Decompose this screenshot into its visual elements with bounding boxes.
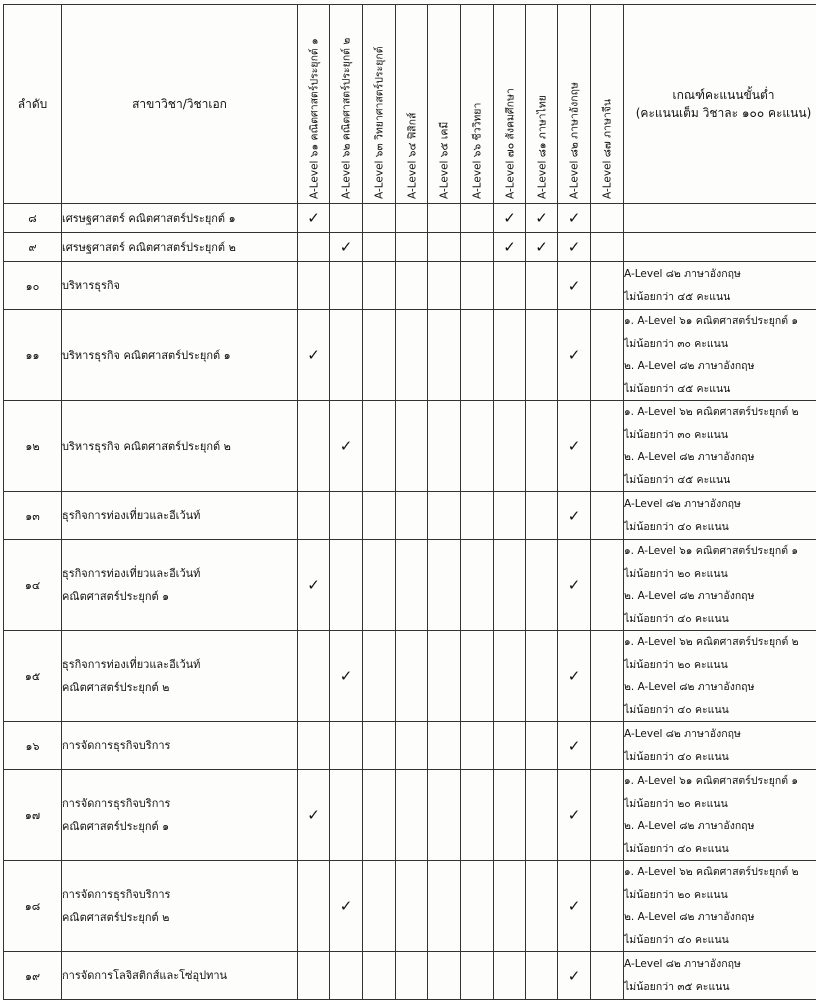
- header-subject-9: [558, 5, 591, 204]
- check-mark-icon: ✓: [503, 238, 516, 256]
- row-number: ๑๓: [4, 492, 62, 540]
- subject-cell: [591, 233, 624, 262]
- check-mark-icon: ✓: [339, 238, 353, 256]
- subject-cell: [363, 952, 396, 1000]
- subject-cell: [428, 722, 461, 770]
- table-row: [4, 861, 816, 952]
- check-mark-icon: ✓: [307, 346, 320, 364]
- subject-cell: [494, 722, 526, 770]
- subject-cell: [363, 770, 396, 861]
- table-row: [4, 262, 816, 310]
- subject-cell: [330, 204, 363, 233]
- table-row: [4, 310, 816, 401]
- header-subject-label: A-Level ๘๗ ภาษาจีน: [601, 98, 614, 199]
- subject-cell: [526, 262, 558, 310]
- major-name: [62, 233, 298, 262]
- major-name-line: คณิตศาสตร์ประยุกต์ ๒: [62, 911, 170, 924]
- subject-cell: [591, 631, 624, 722]
- criteria-line: ไม่น้อยกว่า ๒๐ คะแนน: [624, 888, 728, 901]
- row-number: ๘: [4, 204, 62, 233]
- header-subject-label: A-Level ๖๒ คณิตศาสตร์ประยุกต์ ๒: [340, 37, 353, 199]
- criteria-cell: [624, 233, 816, 262]
- major-name: [62, 310, 298, 401]
- subject-cell: [330, 492, 363, 540]
- criteria-cell: [624, 722, 816, 770]
- subject-cell: [396, 401, 428, 492]
- row-number: ๑๒: [4, 401, 62, 492]
- table-row: [4, 952, 816, 1000]
- subject-cell: [526, 204, 558, 233]
- subject-cell: [461, 631, 494, 722]
- check-mark-icon: ✓: [535, 209, 548, 227]
- subject-cell: [558, 952, 591, 1000]
- row-number: ๑๙: [4, 952, 62, 1000]
- subject-cell: [330, 861, 363, 952]
- table-row: [4, 770, 816, 861]
- header-subject-1: [298, 5, 330, 204]
- subject-cell: [298, 770, 330, 861]
- check-mark-icon: ✓: [567, 506, 581, 525]
- header-major: สาขาวิชา/วิชาเอก: [62, 5, 298, 204]
- header-criteria-title: เกณฑ์คะแนนขั้นต่ำ: [672, 88, 775, 102]
- header-subject-label: A-Level ๖๔ ฟิสิกส์: [406, 112, 418, 199]
- header-subject-7: [494, 5, 526, 204]
- row-number: ๙: [4, 233, 62, 262]
- subject-cell: [396, 310, 428, 401]
- admission-criteria-table: [3, 4, 816, 1000]
- subject-cell: [558, 310, 591, 401]
- subject-cell: [330, 540, 363, 631]
- criteria-line: ๒. A-Level ๘๒ ภาษาอังกฤษ: [624, 451, 755, 463]
- subject-cell: [428, 233, 461, 262]
- check-mark-icon: ✓: [339, 437, 353, 455]
- subject-cell: [461, 204, 494, 233]
- subject-cell: [396, 770, 428, 861]
- check-mark-icon: ✓: [535, 238, 548, 256]
- subject-cell: [363, 492, 396, 540]
- subject-cell: [461, 310, 494, 401]
- subject-cell: [428, 861, 461, 952]
- major-name-line: ธุรกิจการท่องเที่ยวและอีเว้นท์: [62, 567, 201, 580]
- header-subject-6: [461, 5, 494, 204]
- subject-cell: [330, 722, 363, 770]
- subject-cell: [330, 310, 363, 401]
- criteria-line: ไม่น้อยกว่า ๔๐ คะแนน: [624, 612, 729, 625]
- major-name: [62, 952, 298, 1000]
- check-mark-icon: ✓: [503, 209, 516, 227]
- subject-cell: [526, 770, 558, 861]
- criteria-line: ไม่น้อยกว่า ๔๕ คะแนน: [624, 290, 731, 303]
- subject-cell: [591, 770, 624, 861]
- subject-cell: [396, 540, 428, 631]
- major-name-line: คณิตศาสตร์ประยุกต์ ๒: [62, 681, 170, 694]
- subject-cell: [558, 722, 591, 770]
- header-subject-label: A-Level ๖๕ เคมี: [438, 121, 451, 199]
- check-mark-icon: ✓: [567, 238, 581, 256]
- major-name-line: การจัดการโลจิสติกส์และโซ่อุปทาน: [62, 969, 228, 982]
- major-name-line: การจัดการธุรกิจบริการ: [62, 797, 171, 810]
- criteria-line: A-Level ๘๒ ภาษาอังกฤษ: [624, 498, 741, 510]
- subject-cell: [591, 401, 624, 492]
- criteria-line: ไม่น้อยกว่า ๔๕ คะแนน: [624, 473, 731, 486]
- row-number: ๑๑: [4, 310, 62, 401]
- criteria-line: ไม่น้อยกว่า ๔๐ คะแนน: [624, 933, 729, 946]
- subject-cell: [298, 540, 330, 631]
- subject-cell: [591, 310, 624, 401]
- header-subject-3: [363, 5, 396, 204]
- subject-cell: [396, 492, 428, 540]
- header-subject-label: A-Level ๗๐ สังคมศึกษา: [504, 88, 516, 199]
- check-mark-icon: ✓: [307, 806, 320, 824]
- subject-cell: [396, 722, 428, 770]
- criteria-line: ไม่น้อยกว่า ๔๐ คะแนน: [624, 703, 729, 716]
- table-row: [4, 492, 816, 540]
- subject-cell: [591, 722, 624, 770]
- subject-cell: [428, 952, 461, 1000]
- subject-cell: [461, 952, 494, 1000]
- check-mark-icon: ✓: [567, 437, 581, 455]
- subject-cell: [363, 204, 396, 233]
- subject-cell: [461, 861, 494, 952]
- table-row: [4, 631, 816, 722]
- major-name: [62, 540, 298, 631]
- subject-cell: [396, 861, 428, 952]
- subject-cell: [330, 401, 363, 492]
- subject-cell: [396, 952, 428, 1000]
- criteria-line: ๑. A-Level ๖๒ คณิตศาสตร์ประยุกต์ ๒: [624, 636, 799, 648]
- header-subject-label: A-Level ๖๓ วิทยาศาสตร์ประยุกต์: [373, 46, 386, 199]
- criteria-line: ไม่น้อยกว่า ๓๐ คะแนน: [624, 428, 729, 441]
- subject-cell: [494, 631, 526, 722]
- check-mark-icon: ✓: [567, 736, 581, 755]
- check-mark-icon: ✓: [339, 897, 353, 915]
- subject-cell: [494, 204, 526, 233]
- subject-cell: [428, 310, 461, 401]
- subject-cell: [558, 492, 591, 540]
- row-number: ๑๗: [4, 770, 62, 861]
- subject-cell: [363, 262, 396, 310]
- criteria-line: ไม่น้อยกว่า ๔๐ คะแนน: [624, 520, 729, 533]
- subject-cell: [298, 204, 330, 233]
- row-number: ๑๐: [4, 262, 62, 310]
- criteria-line: ๒. A-Level ๘๒ ภาษาอังกฤษ: [624, 590, 755, 602]
- major-name-line: บริหารธุรกิจ คณิตศาสตร์ประยุกต์ ๒: [62, 439, 231, 453]
- criteria-cell: [624, 492, 816, 540]
- check-mark-icon: ✓: [567, 667, 581, 685]
- check-mark-icon: ✓: [567, 276, 581, 295]
- subject-cell: [298, 492, 330, 540]
- subject-cell: [591, 262, 624, 310]
- subject-cell: [428, 631, 461, 722]
- row-number: ๑๖: [4, 722, 62, 770]
- subject-cell: [526, 492, 558, 540]
- criteria-line: ๒. A-Level ๘๒ ภาษาอังกฤษ: [624, 820, 755, 832]
- major-name-line: การจัดการธุรกิจบริการ: [62, 888, 171, 901]
- subject-cell: [494, 492, 526, 540]
- major-name-line: การจัดการธุรกิจบริการ: [62, 739, 171, 752]
- subject-cell: [330, 631, 363, 722]
- table-body: [4, 204, 816, 1000]
- criteria-line: ๑. A-Level ๖๑ คณิตศาสตร์ประยุกต์ ๑: [624, 315, 799, 327]
- table-row: [4, 722, 816, 770]
- header-row: [4, 5, 816, 204]
- subject-cell: [558, 262, 591, 310]
- major-name-line: ธุรกิจการท่องเที่ยวและอีเว้นท์: [62, 509, 201, 522]
- header-criteria-note: (คะแนนเต็ม วิชาละ ๑๐๐ คะแนน): [635, 106, 812, 120]
- subject-cell: [363, 401, 396, 492]
- table-row: [4, 401, 816, 492]
- subject-cell: [363, 310, 396, 401]
- subject-cell: [428, 770, 461, 861]
- subject-cell: [526, 631, 558, 722]
- subject-cell: [526, 722, 558, 770]
- criteria-line: ๒. A-Level ๘๒ ภาษาอังกฤษ: [624, 911, 755, 923]
- row-number: ๑๘: [4, 861, 62, 952]
- criteria-line: ๑. A-Level ๖๒ คณิตศาสตร์ประยุกต์ ๒: [624, 406, 799, 418]
- major-name: [62, 492, 298, 540]
- subject-cell: [461, 770, 494, 861]
- major-name-line: คณิตศาสตร์ประยุกต์ ๑: [62, 590, 170, 603]
- header-subject-label: A-Level ๘๒ ภาษาอังกฤษ: [568, 82, 581, 199]
- major-name: [62, 722, 298, 770]
- subject-cell: [428, 204, 461, 233]
- subject-cell: [330, 952, 363, 1000]
- major-name-line: เศรษฐศาสตร์ คณิตศาสตร์ประยุกต์ ๒: [62, 240, 236, 254]
- row-number: ๑๕: [4, 631, 62, 722]
- header-subject-label: A-Level ๖๖ ชีววิทยา: [471, 102, 484, 199]
- major-name-line: ธุรกิจการท่องเที่ยวและอีเว้นท์: [62, 658, 201, 671]
- major-name: [62, 770, 298, 861]
- subject-cell: [461, 262, 494, 310]
- subject-cell: [494, 262, 526, 310]
- subject-cell: [558, 233, 591, 262]
- criteria-cell: [624, 204, 816, 233]
- criteria-line: ไม่น้อยกว่า ๒๐ คะแนน: [624, 658, 728, 671]
- subject-cell: [558, 770, 591, 861]
- header-subject-label: A-Level ๖๑ คณิตศาสตร์ประยุกต์ ๑: [308, 38, 320, 199]
- criteria-line: ๑. A-Level ๖๑ คณิตศาสตร์ประยุกต์ ๑: [624, 775, 799, 787]
- subject-cell: [461, 540, 494, 631]
- criteria-line: A-Level ๘๒ ภาษาอังกฤษ: [624, 268, 741, 280]
- criteria-cell: [624, 540, 816, 631]
- criteria-cell: [624, 770, 816, 861]
- major-name: [62, 861, 298, 952]
- criteria-line: ไม่น้อยกว่า ๔๕ คะแนน: [624, 382, 731, 395]
- check-mark-icon: ✓: [307, 209, 320, 227]
- major-name-line: บริหารธุรกิจ: [62, 279, 120, 292]
- subject-cell: [494, 401, 526, 492]
- subject-cell: [461, 722, 494, 770]
- criteria-cell: [624, 401, 816, 492]
- check-mark-icon: ✓: [567, 576, 581, 594]
- major-name-line: บริหารธุรกิจ คณิตศาสตร์ประยุกต์ ๑: [62, 348, 231, 362]
- header-criteria: [624, 5, 816, 204]
- header-order: ลำดับ: [4, 5, 62, 204]
- subject-cell: [396, 631, 428, 722]
- subject-cell: [591, 952, 624, 1000]
- header-subject-10: [591, 5, 624, 204]
- subject-cell: [298, 952, 330, 1000]
- subject-cell: [526, 401, 558, 492]
- subject-cell: [558, 631, 591, 722]
- check-mark-icon: ✓: [307, 576, 320, 594]
- criteria-cell: [624, 310, 816, 401]
- subject-cell: [591, 492, 624, 540]
- subject-cell: [428, 262, 461, 310]
- subject-cell: [526, 233, 558, 262]
- subject-cell: [298, 262, 330, 310]
- subject-cell: [526, 540, 558, 631]
- header-subject-label: A-Level ๘๑ ภาษาไทย: [536, 95, 548, 199]
- subject-cell: [494, 952, 526, 1000]
- subject-cell: [558, 540, 591, 631]
- subject-cell: [396, 204, 428, 233]
- subject-cell: [558, 401, 591, 492]
- header-subject-2: [330, 5, 363, 204]
- criteria-line: ๒. A-Level ๘๒ ภาษาอังกฤษ: [624, 360, 755, 372]
- criteria-line: ไม่น้อยกว่า ๓๐ คะแนน: [624, 337, 729, 350]
- check-mark-icon: ✓: [567, 209, 581, 227]
- subject-cell: [461, 233, 494, 262]
- table-row: [4, 233, 816, 262]
- subject-cell: [363, 233, 396, 262]
- major-name-line: คณิตศาสตร์ประยุกต์ ๑: [62, 820, 170, 833]
- subject-cell: [461, 492, 494, 540]
- subject-cell: [363, 722, 396, 770]
- subject-cell: [494, 861, 526, 952]
- table-row: [4, 204, 816, 233]
- subject-cell: [298, 310, 330, 401]
- subject-cell: [428, 401, 461, 492]
- major-name: [62, 262, 298, 310]
- subject-cell: [494, 540, 526, 631]
- criteria-line: ไม่น้อยกว่า ๒๐ คะแนน: [624, 567, 728, 580]
- subject-cell: [526, 952, 558, 1000]
- subject-cell: [461, 401, 494, 492]
- subject-cell: [330, 262, 363, 310]
- subject-cell: [591, 540, 624, 631]
- criteria-cell: [624, 861, 816, 952]
- check-mark-icon: ✓: [339, 667, 353, 685]
- criteria-line: ไม่น้อยกว่า ๒๐ คะแนน: [624, 797, 728, 810]
- subject-cell: [494, 770, 526, 861]
- subject-cell: [591, 861, 624, 952]
- subject-cell: [494, 310, 526, 401]
- subject-cell: [428, 540, 461, 631]
- subject-cell: [558, 861, 591, 952]
- subject-cell: [330, 233, 363, 262]
- criteria-line: ๒. A-Level ๘๒ ภาษาอังกฤษ: [624, 681, 755, 693]
- subject-cell: [363, 540, 396, 631]
- criteria-line: ไม่น้อยกว่า ๓๕ คะแนน: [624, 980, 730, 993]
- subject-cell: [330, 770, 363, 861]
- header-subject-4: [396, 5, 428, 204]
- criteria-cell: [624, 262, 816, 310]
- subject-cell: [494, 233, 526, 262]
- subject-cell: [591, 204, 624, 233]
- major-name: [62, 204, 298, 233]
- major-name: [62, 401, 298, 492]
- major-name: [62, 631, 298, 722]
- criteria-cell: [624, 631, 816, 722]
- check-mark-icon: ✓: [567, 897, 581, 915]
- subject-cell: [396, 233, 428, 262]
- subject-cell: [298, 233, 330, 262]
- criteria-line: ๑. A-Level ๖๑ คณิตศาสตร์ประยุกต์ ๑: [624, 545, 799, 557]
- header-subject-8: [526, 5, 558, 204]
- check-mark-icon: ✓: [567, 806, 581, 824]
- subject-cell: [298, 631, 330, 722]
- header-subject-5: [428, 5, 461, 204]
- subject-cell: [396, 262, 428, 310]
- table-row: [4, 540, 816, 631]
- subject-cell: [428, 492, 461, 540]
- criteria-line: A-Level ๘๒ ภาษาอังกฤษ: [624, 728, 741, 740]
- subject-cell: [526, 310, 558, 401]
- subject-cell: [363, 861, 396, 952]
- subject-cell: [298, 722, 330, 770]
- criteria-line: ไม่น้อยกว่า ๔๐ คะแนน: [624, 750, 729, 763]
- check-mark-icon: ✓: [567, 966, 581, 985]
- subject-cell: [558, 204, 591, 233]
- subject-cell: [363, 631, 396, 722]
- criteria-line: ๑. A-Level ๖๒ คณิตศาสตร์ประยุกต์ ๒: [624, 866, 799, 878]
- subject-cell: [526, 861, 558, 952]
- criteria-line: A-Level ๘๒ ภาษาอังกฤษ: [624, 958, 741, 970]
- row-number: ๑๔: [4, 540, 62, 631]
- check-mark-icon: ✓: [567, 346, 581, 364]
- subject-cell: [298, 401, 330, 492]
- criteria-line: ไม่น้อยกว่า ๔๐ คะแนน: [624, 842, 729, 855]
- criteria-cell: [624, 952, 816, 1000]
- major-name-line: เศรษฐศาสตร์ คณิตศาสตร์ประยุกต์ ๑: [62, 211, 236, 225]
- subject-cell: [298, 861, 330, 952]
